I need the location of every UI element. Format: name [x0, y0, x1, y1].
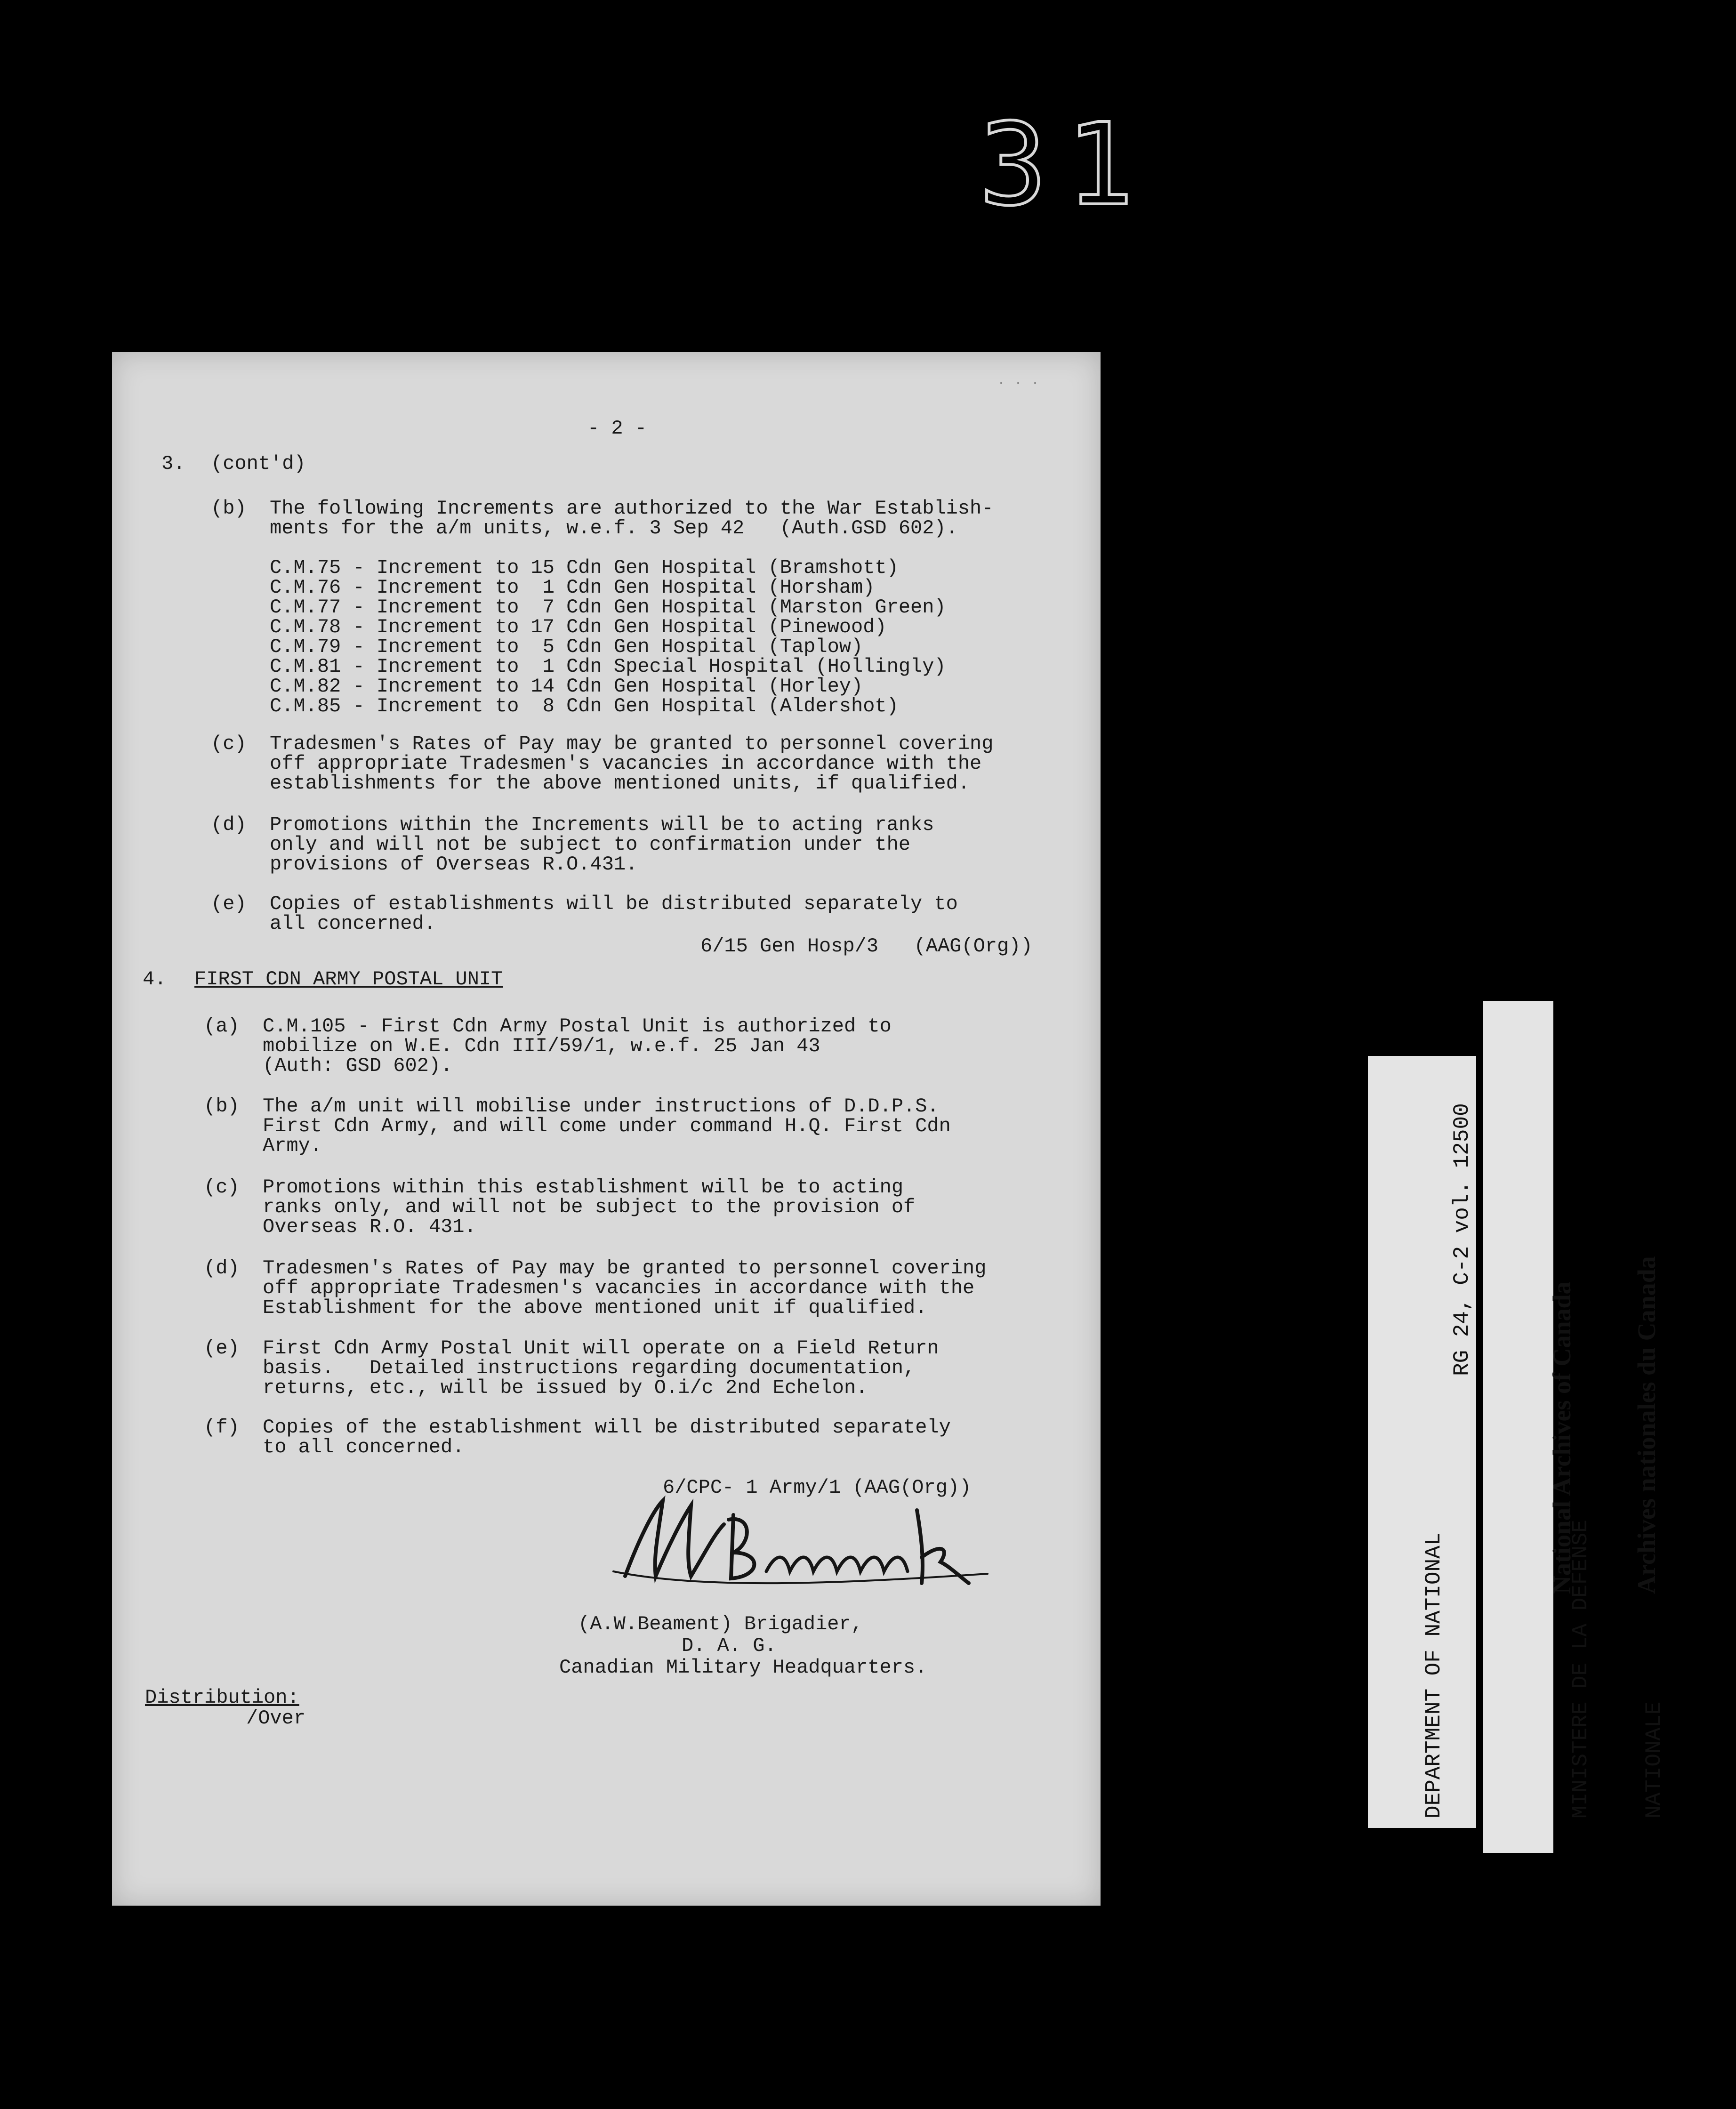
item-3d-line: provisions of Overseas R.O.431.: [270, 853, 638, 876]
item-3d-line: only and will not be subject to confirmation under the: [270, 833, 911, 856]
item-4a-line: (Auth: GSD 602).: [263, 1054, 453, 1077]
section-4-number: 4.: [143, 968, 167, 990]
paper-speck: · · ·: [997, 376, 1040, 392]
increment-list-item: C.M.78 - Increment to 17 Cdn Gen Hospital (Pinewood): [270, 616, 887, 638]
signatory-headquarters: Canadian Military Headquarters.: [559, 1656, 927, 1679]
label-line: DEPARTMENT OF NATIONAL: [1422, 1532, 1446, 1819]
item-4d-line: Establishment for the above mentioned unit if qualified.: [263, 1296, 927, 1319]
item-4e-label: (e): [204, 1337, 240, 1360]
label-line: National Archives of Canada: [1548, 1281, 1576, 1594]
item-4c-label: (c): [204, 1176, 240, 1199]
label-line: NATIONALE: [1642, 1701, 1666, 1819]
item-4f-line: to all concerned.: [263, 1436, 465, 1458]
section-4-title: FIRST CDN ARMY POSTAL UNIT: [194, 968, 503, 990]
item-4f-line: Copies of the establishment will be distributed separately: [263, 1416, 951, 1439]
item-4b-label: (b): [204, 1095, 240, 1118]
item-4d-line: Tradesmen's Rates of Pay may be granted to personnel covering: [263, 1257, 987, 1280]
label-line: RG 24, C-2 vol. 12500: [1450, 1103, 1474, 1376]
document-page: [112, 352, 1101, 1906]
label-line: MINISTERE DE LA DEFENSE: [1568, 1520, 1593, 1819]
item-4c-line: Promotions within this establishment will be to acting: [263, 1176, 904, 1199]
item-4e-line: returns, etc., will be issued by O.i/c 2nd Echelon.: [263, 1376, 868, 1399]
section-4-file-reference: 6/CPC- 1 Army/1 (AAG(Org)): [663, 1476, 972, 1499]
item-3c-line: Tradesmen's Rates of Pay may be granted to personnel covering: [270, 733, 994, 755]
handwritten-signature: [611, 1482, 997, 1595]
item-3b-line: ments for the a/m units, w.e.f. 3 Sep 42 (Auth.GSD 602).: [270, 517, 958, 539]
item-3b-line: The following Increments are authorized to the War Establish-: [270, 497, 994, 520]
item-3e-label: (e): [211, 893, 247, 915]
section-3-number: 3.: [161, 452, 185, 475]
item-4b-line: First Cdn Army, and will come under command H.Q. First Cdn: [263, 1115, 951, 1137]
item-4b-line: The a/m unit will mobilise under instructions of D.D.P.S.: [263, 1095, 939, 1118]
distribution-label: Distribution:: [145, 1686, 299, 1709]
item-4a-label: (a): [204, 1015, 240, 1038]
page-over-note: /Over: [246, 1707, 306, 1730]
item-4b-line: Army.: [263, 1135, 322, 1157]
item-4c-line: Overseas R.O. 431.: [263, 1215, 476, 1238]
increment-list-item: C.M.81 - Increment to 1 Cdn Special Hospital (Hollingly): [270, 655, 946, 678]
item-4e-line: basis. Detailed instructions regarding documentation,: [263, 1357, 916, 1379]
section-3-title: (cont'd): [211, 452, 306, 475]
item-3c-line: establishments for the above mentioned units, if qualified.: [270, 772, 970, 795]
item-3e-line: Copies of establishments will be distributed separately to: [270, 893, 958, 915]
item-4c-line: ranks only, and will not be subject to the provision of: [263, 1196, 916, 1218]
item-3c-label: (c): [211, 733, 247, 755]
increment-list-item: C.M.76 - Increment to 1 Cdn Gen Hospital (Horsham): [270, 576, 875, 599]
signatory-name-rank: (A.W.Beament) Brigadier,: [578, 1613, 863, 1635]
section-3-file-reference: 6/15 Gen Hosp/3 (AAG(Org)): [700, 935, 1033, 958]
increment-list-item: C.M.85 - Increment to 8 Cdn Gen Hospital (Aldershot): [270, 695, 899, 717]
item-3b-label: (b): [211, 497, 247, 520]
increment-list-item: C.M.79 - Increment to 5 Cdn Gen Hospital (Taplow): [270, 636, 863, 658]
item-4d-label: (d): [204, 1257, 240, 1280]
item-4f-label: (f): [204, 1416, 240, 1439]
item-3d-label: (d): [211, 813, 247, 836]
label-line: Archives nationales du Canada: [1632, 1256, 1661, 1594]
item-3d-line: Promotions within the Increments will be to acting ranks: [270, 813, 934, 836]
increment-list-item: C.M.82 - Increment to 14 Cdn Gen Hospital (Horley): [270, 675, 863, 698]
page-number: - 2 -: [587, 417, 647, 440]
item-4d-line: off appropriate Tradesmen's vacancies in accordance with the: [263, 1277, 975, 1299]
item-4a-line: C.M.105 - First Cdn Army Postal Unit is authorized to: [263, 1015, 892, 1038]
archives-name-text: [1491, 1256, 1717, 1594]
increment-list-item: C.M.77 - Increment to 7 Cdn Gen Hospital (Marston Green): [270, 596, 946, 619]
increment-list-item: C.M.75 - Increment to 15 Cdn Gen Hospital (Bramshott): [270, 556, 899, 579]
item-3c-line: off appropriate Tradesmen's vacancies in accordance with the: [270, 752, 982, 775]
signatory-title: D. A. G.: [682, 1634, 777, 1657]
item-4e-line: First Cdn Army Postal Unit will operate on a Field Return: [263, 1337, 939, 1360]
microfilm-frame-number: 31: [979, 99, 1153, 231]
item-4a-line: mobilize on W.E. Cdn III/59/1, w.e.f. 25 Jan 43: [263, 1035, 820, 1057]
item-3e-line: all concerned.: [270, 912, 436, 935]
